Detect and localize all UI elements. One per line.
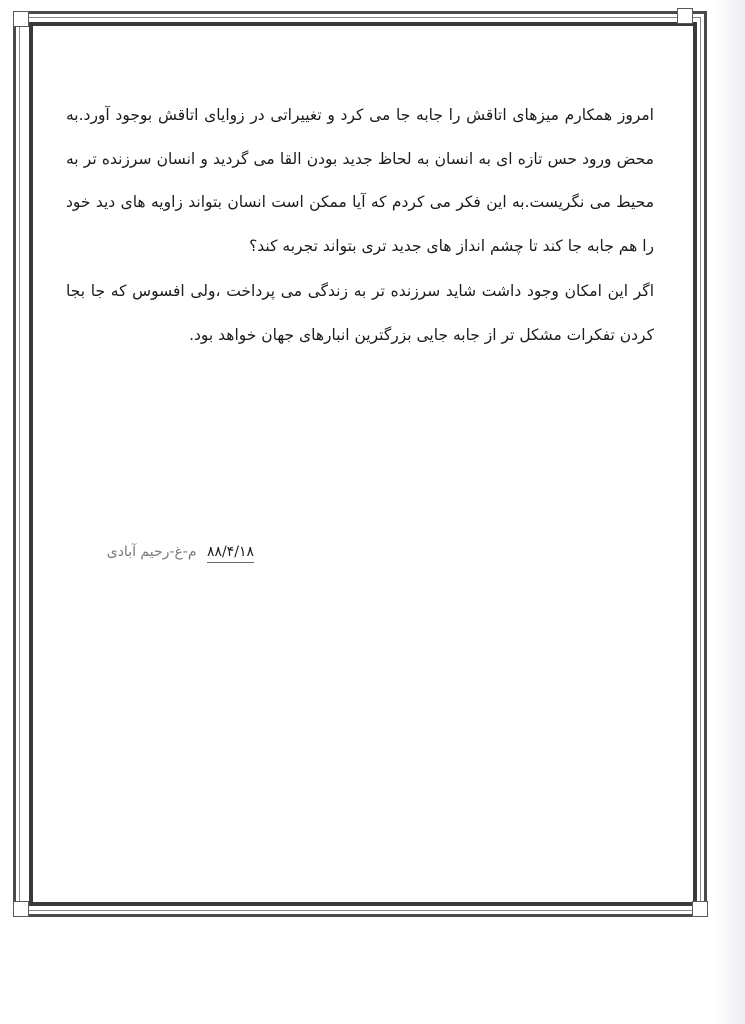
signature-name: م-غ-رحیم آبادی: [106, 544, 197, 560]
signature-line: [78, 544, 254, 560]
paragraph-2: اگر این امکان وجود داشت شاید سرزنده تر به زندگی می پرداخت ،ولی افسوس که جا بجا کردن تفکرات مشکل تر از جابه جایی بزرگترین انبارهای جهان خواهد بود.: [66, 282, 654, 344]
border-corner-bottom-left: [13, 901, 29, 917]
document-body: [66, 94, 654, 357]
paragraph-1: امروز همکارم میزهای اتاقش را جابه جا می کرد و تغییراتی در زوایای اتاقش بوجود آورد.به محض ورود حس تازه ای به انسان به لحاظ جدید بودن القا می گردید و انسان سرزنده تر به محیط می نگریست.به این فکر می کردم که آیا ممکن است انسان بتواند زاویه های دید خود را هم جابه جا کند تا چشم انداز های جدید تری بتواند تجربه کند؟: [66, 106, 654, 255]
border-corner-top-right: [677, 8, 693, 24]
signature-date: ۸۸/۴/۱۸: [207, 544, 254, 563]
border-corner-top-left: [13, 11, 29, 27]
scan-edge-shadow: [715, 0, 745, 1024]
border-corner-bottom-right: [692, 901, 708, 917]
